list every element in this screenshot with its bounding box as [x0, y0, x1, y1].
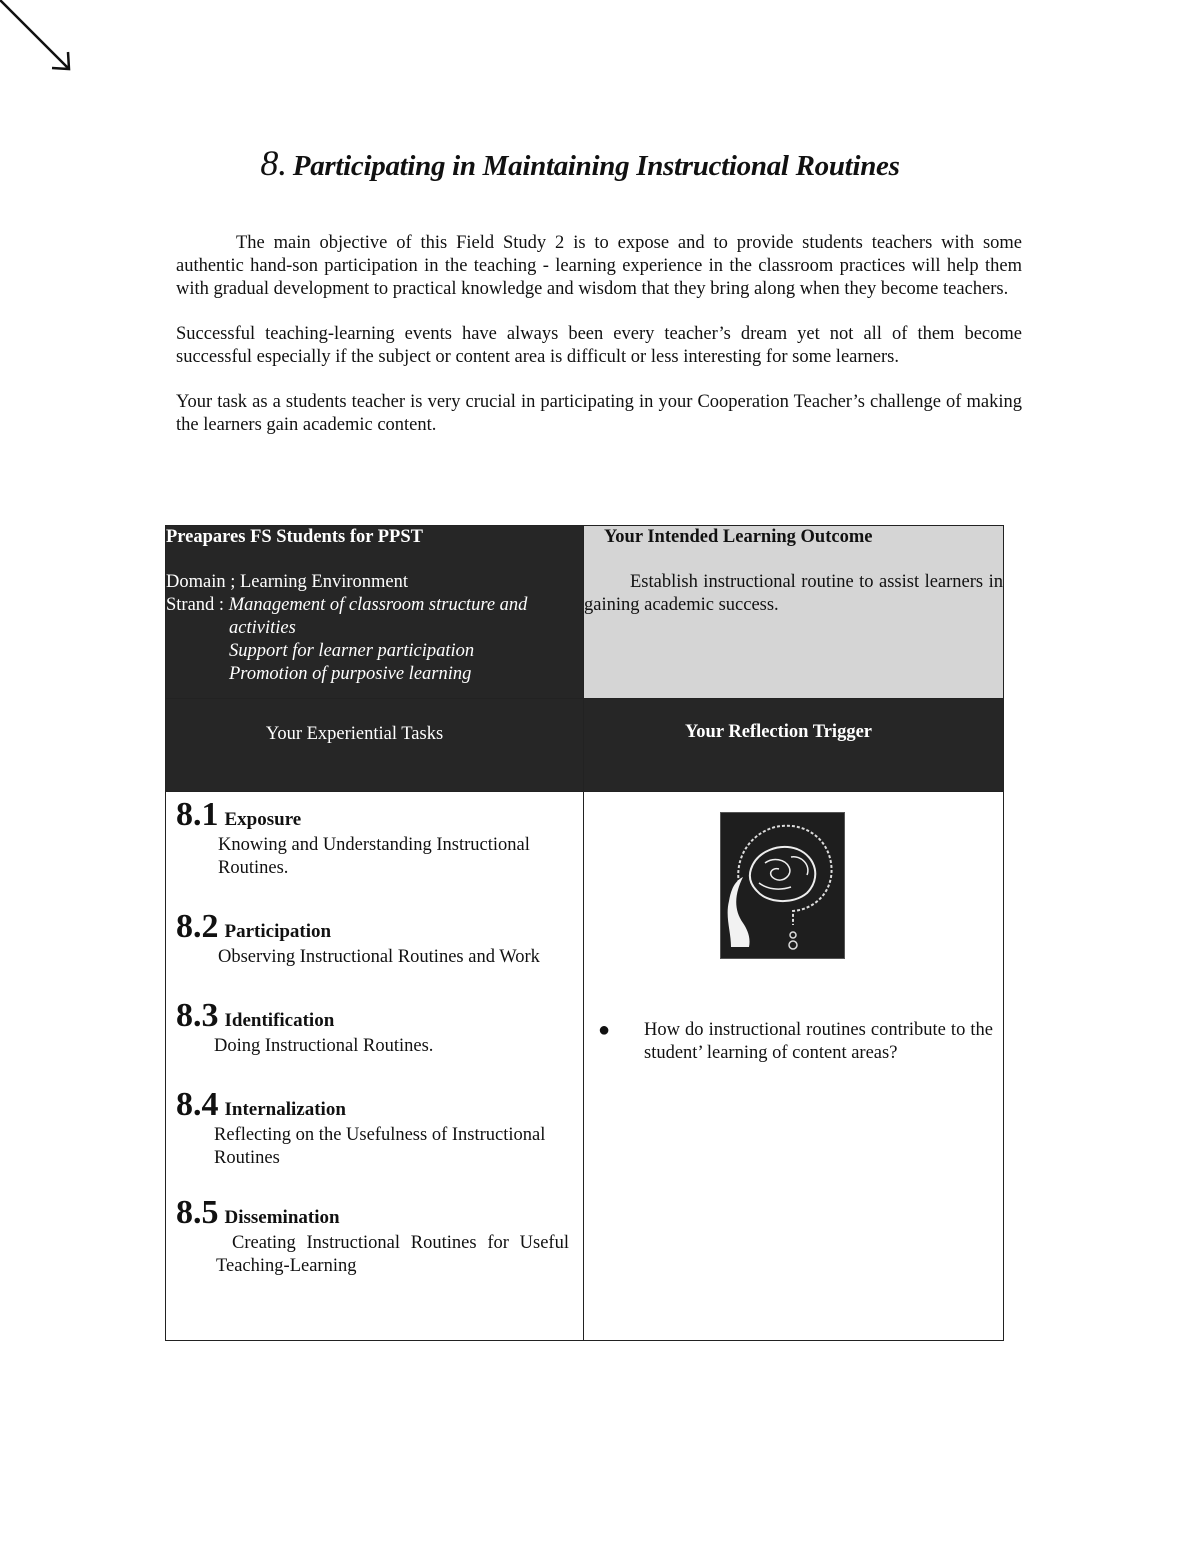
- task-name: Identification: [224, 1010, 335, 1031]
- reflection-question: [594, 1019, 993, 1065]
- task-number: 8.3: [176, 997, 219, 1034]
- task-item: [176, 1086, 573, 1170]
- tasks-cell: [166, 792, 584, 1341]
- arrow-icon: [0, 0, 80, 80]
- task-name: Exposure: [224, 809, 302, 830]
- strand-item-2: Support for learner participation: [229, 641, 475, 661]
- task-number: 8.4: [176, 1086, 219, 1123]
- strand-item-3: Promotion of purposive learning: [229, 664, 472, 684]
- strand-item-1-cont: activities: [229, 618, 296, 638]
- intro-paragraph-2: Successful teaching-learning events have always been every teacher’s dream yet not all of them become successful especially if the subject or content area is difficult or less interesting for some learners.: [176, 324, 1022, 367]
- task-description: Reflecting on the Usefulness of Instructional Routines: [214, 1125, 546, 1168]
- ppst-strand: [166, 594, 583, 617]
- task-item: [176, 997, 573, 1058]
- task-description: Creating Instructional Routines for Useful Teaching-Learning: [216, 1233, 569, 1276]
- trigger-header: Your Reflection Trigger: [584, 699, 1004, 792]
- learning-outcome-cell: [584, 526, 1004, 699]
- task-name: Internalization: [224, 1099, 346, 1120]
- task-number: 8.5: [176, 1194, 219, 1231]
- strand-label: Strand :: [166, 595, 229, 615]
- ppst-cell: [166, 526, 584, 699]
- page-title: [0, 142, 1160, 184]
- task-description: Observing Instructional Routines and Work: [218, 947, 540, 967]
- task-name: Participation: [224, 921, 332, 942]
- task-item: [176, 908, 573, 969]
- ppst-domain: Domain ; Learning Environment: [166, 572, 408, 592]
- thinking-head-image: [720, 812, 845, 959]
- field-study-table: [165, 525, 1004, 1341]
- intro-paragraph-1: The main objective of this Field Study 2 is to expose and to provide students teachers with some authentic hand-son participation in the teaching - learning experience in the classroom practices will help them with gradual development to practical knowledge and wisdom that they bring along when they become teachers.: [176, 233, 1022, 299]
- strand-item-1: Management of classroom structure and: [228, 595, 528, 615]
- task-number: 8.1: [176, 796, 219, 833]
- bullet-icon: ●: [598, 1019, 611, 1041]
- ppst-heading: Preapares FS Students for PPST: [166, 527, 423, 547]
- section-number: 8.: [260, 143, 287, 183]
- reflection-question-text: How do instructional routines contribute to the student’ learning of content areas?: [644, 1020, 993, 1063]
- task-description: Doing Instructional Routines.: [214, 1036, 434, 1056]
- intro-text: [176, 232, 1022, 459]
- learning-outcome-text: Establish instructional routine to assist learners in gaining academic success.: [584, 572, 1003, 615]
- task-item: [176, 796, 573, 880]
- intro-paragraph-3: Your task as a students teacher is very crucial in participating in your Cooperation Teacher’s challenge of making the learners gain academic content.: [176, 392, 1022, 435]
- task-description: Knowing and Understanding Instructional Routines.: [218, 835, 530, 878]
- task-number: 8.2: [176, 908, 219, 945]
- learning-outcome-heading: Your Intended Learning Outcome: [604, 527, 873, 547]
- task-item: [176, 1194, 573, 1278]
- trigger-cell: [584, 792, 1004, 1341]
- section-title: Participating in Maintaining Instructional Routines: [292, 150, 900, 182]
- task-name: Dissemination: [224, 1207, 340, 1228]
- tasks-header: Your Experiential Tasks: [166, 699, 584, 792]
